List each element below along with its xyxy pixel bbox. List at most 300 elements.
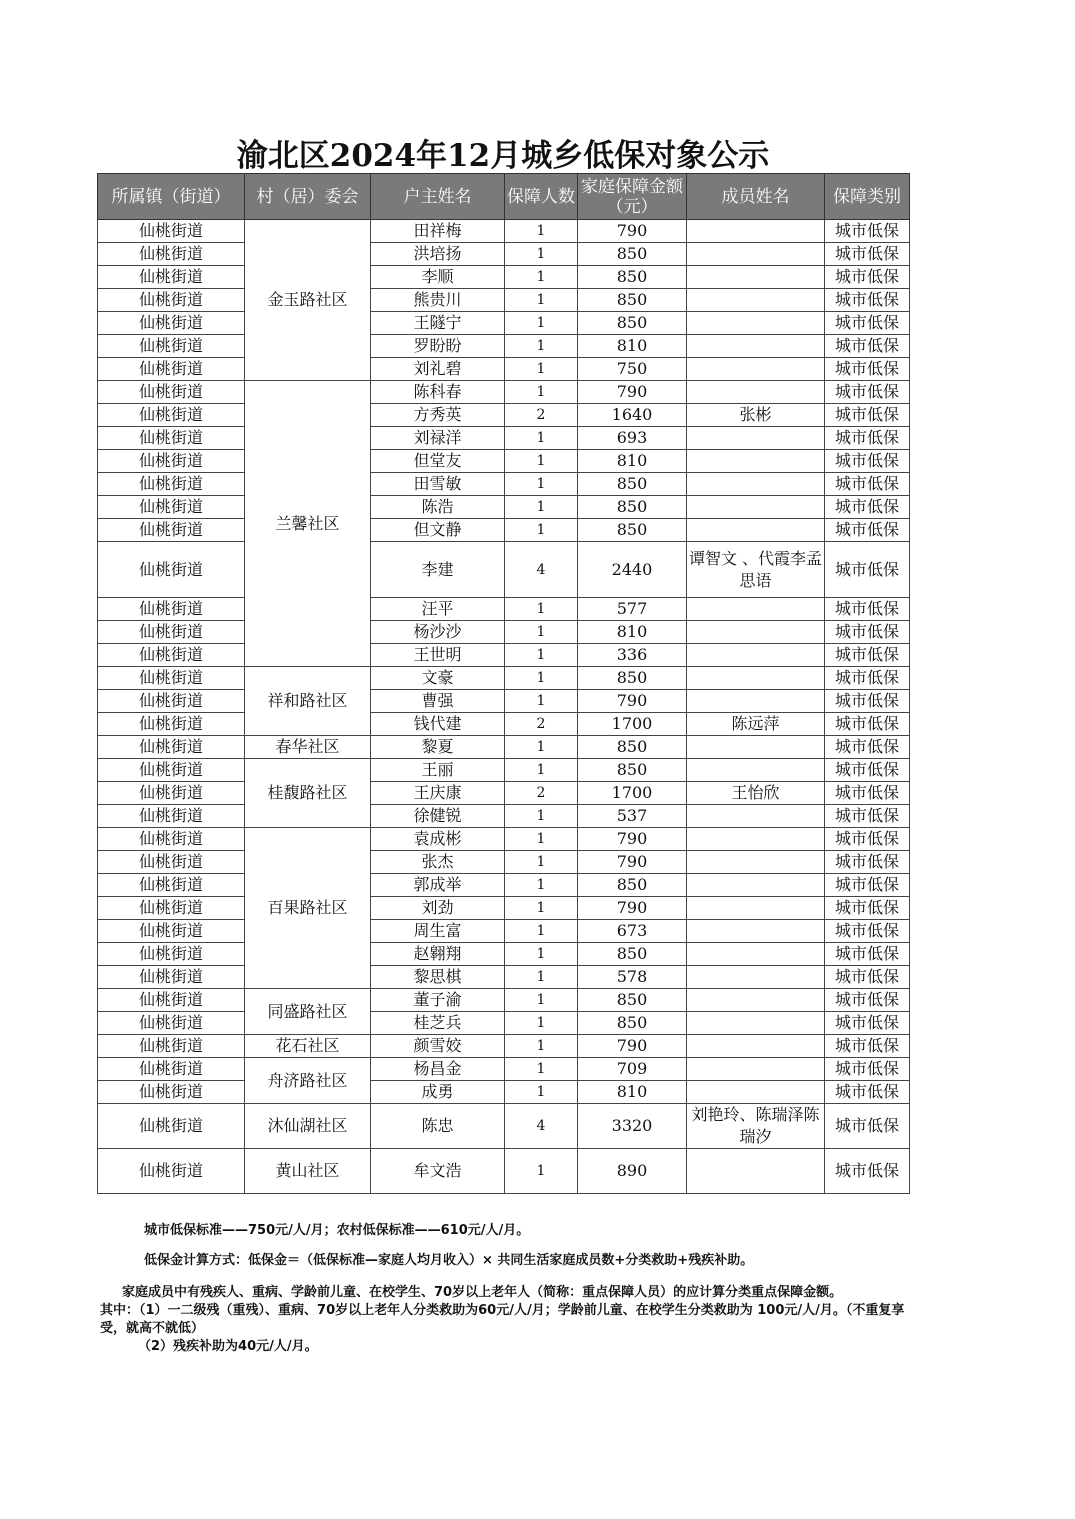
header-town: 所属镇（街道）: [98, 174, 245, 220]
count-cell: 1: [505, 828, 578, 851]
householder-cell: 杨昌金: [371, 1058, 505, 1081]
householder-cell: 张杰: [371, 851, 505, 874]
type-cell: 城市低保: [825, 1012, 910, 1035]
type-cell: 城市低保: [825, 243, 910, 266]
header-count: 保障人数: [505, 174, 578, 220]
count-cell: 1: [505, 519, 578, 542]
members-cell: 张彬: [687, 404, 825, 427]
householder-cell: 王世明: [371, 644, 505, 667]
table-row: [98, 713, 910, 736]
count-cell: 1: [505, 598, 578, 621]
householder-cell: 刘劲: [371, 897, 505, 920]
town-cell: 仙桃街道: [98, 1012, 245, 1035]
header-type: 保障类别: [825, 174, 910, 220]
note-formula: 低保金计算方式：低保金＝（低保标准—家庭人均月收入）× 共同生活家庭成员数+分类救助+残疾补助。: [144, 1253, 754, 1268]
amount-cell: 850: [578, 496, 687, 519]
table-row: [98, 1149, 910, 1194]
table-row: [98, 289, 910, 312]
amount-cell: 790: [578, 897, 687, 920]
amount-cell: 850: [578, 667, 687, 690]
householder-cell: 陈忠: [371, 1104, 505, 1149]
householder-cell: 但文静: [371, 519, 505, 542]
table-row: [98, 1035, 910, 1058]
town-cell: 仙桃街道: [98, 805, 245, 828]
type-cell: 城市低保: [825, 851, 910, 874]
town-cell: 仙桃街道: [98, 496, 245, 519]
householder-cell: 曹强: [371, 690, 505, 713]
count-cell: 1: [505, 220, 578, 243]
town-cell: 仙桃街道: [98, 644, 245, 667]
type-cell: 城市低保: [825, 989, 910, 1012]
committee-cell: 祥和路社区: [245, 667, 371, 736]
amount-cell: 1700: [578, 782, 687, 805]
type-cell: 城市低保: [825, 1104, 910, 1149]
count-cell: 1: [505, 473, 578, 496]
amount-cell: 850: [578, 473, 687, 496]
type-cell: 城市低保: [825, 1035, 910, 1058]
count-cell: 1: [505, 897, 578, 920]
count-cell: 1: [505, 1012, 578, 1035]
amount-cell: 850: [578, 1012, 687, 1035]
householder-cell: 刘礼碧: [371, 358, 505, 381]
table-row: [98, 519, 910, 542]
members-cell: [687, 667, 825, 690]
members-cell: [687, 243, 825, 266]
amount-cell: 850: [578, 943, 687, 966]
notes-section: [100, 1222, 910, 1356]
table-row: [98, 496, 910, 519]
count-cell: 1: [505, 851, 578, 874]
type-cell: 城市低保: [825, 920, 910, 943]
type-cell: 城市低保: [825, 828, 910, 851]
members-cell: [687, 966, 825, 989]
amount-cell: 810: [578, 335, 687, 358]
householder-cell: 李顺: [371, 266, 505, 289]
members-cell: [687, 427, 825, 450]
committee-cell: 舟济路社区: [245, 1058, 371, 1104]
count-cell: 1: [505, 289, 578, 312]
table-row: [98, 759, 910, 782]
count-cell: 1: [505, 1035, 578, 1058]
table-row: [98, 966, 910, 989]
members-cell: [687, 690, 825, 713]
members-cell: [687, 1149, 825, 1194]
householder-cell: 袁成彬: [371, 828, 505, 851]
type-cell: 城市低保: [825, 897, 910, 920]
members-cell: [687, 897, 825, 920]
count-cell: 1: [505, 759, 578, 782]
type-cell: 城市低保: [825, 598, 910, 621]
town-cell: 仙桃街道: [98, 1104, 245, 1149]
count-cell: 1: [505, 920, 578, 943]
table-row: [98, 266, 910, 289]
count-cell: 1: [505, 667, 578, 690]
type-cell: 城市低保: [825, 805, 910, 828]
committee-cell: 兰馨社区: [245, 381, 371, 667]
note-key-persons: 家庭成员中有残疾人、重病、学龄前儿童、在校学生、70岁以上老年人（简称：重点保障人员）的应计算分类重点保障金额。: [122, 1285, 843, 1300]
type-cell: 城市低保: [825, 644, 910, 667]
page-title: 渝北区2024年12月城乡低保对象公示: [236, 138, 770, 174]
amount-cell: 1640: [578, 404, 687, 427]
count-cell: 1: [505, 335, 578, 358]
householder-cell: 陈浩: [371, 496, 505, 519]
amount-cell: 673: [578, 920, 687, 943]
town-cell: 仙桃街道: [98, 828, 245, 851]
table-row: [98, 897, 910, 920]
town-cell: 仙桃街道: [98, 920, 245, 943]
town-cell: 仙桃街道: [98, 897, 245, 920]
header-amount: 家庭保障金额（元）: [578, 174, 687, 220]
householder-cell: 王丽: [371, 759, 505, 782]
members-cell: [687, 358, 825, 381]
type-cell: 城市低保: [825, 759, 910, 782]
count-cell: 1: [505, 358, 578, 381]
town-cell: 仙桃街道: [98, 519, 245, 542]
type-cell: 城市低保: [825, 289, 910, 312]
town-cell: 仙桃街道: [98, 220, 245, 243]
members-cell: [687, 828, 825, 851]
type-cell: 城市低保: [825, 427, 910, 450]
town-cell: 仙桃街道: [98, 312, 245, 335]
table-row: [98, 621, 910, 644]
type-cell: 城市低保: [825, 874, 910, 897]
count-cell: 1: [505, 874, 578, 897]
type-cell: 城市低保: [825, 1149, 910, 1194]
amount-cell: 709: [578, 1058, 687, 1081]
members-cell: [687, 874, 825, 897]
table-row: [98, 220, 910, 243]
table-row: [98, 1012, 910, 1035]
amount-cell: 1700: [578, 713, 687, 736]
householder-cell: 徐健锐: [371, 805, 505, 828]
table-row: [98, 667, 910, 690]
householder-cell: 王庆康: [371, 782, 505, 805]
count-cell: 1: [505, 1149, 578, 1194]
table-row: [98, 644, 910, 667]
table-row: [98, 381, 910, 404]
table-body: [98, 220, 910, 1194]
householder-cell: 洪培扬: [371, 243, 505, 266]
amount-cell: 577: [578, 598, 687, 621]
householder-cell: 桂芝兵: [371, 1012, 505, 1035]
householder-cell: 周生富: [371, 920, 505, 943]
table-row: [98, 404, 910, 427]
amount-cell: 850: [578, 989, 687, 1012]
type-cell: 城市低保: [825, 312, 910, 335]
town-cell: 仙桃街道: [98, 851, 245, 874]
type-cell: 城市低保: [825, 966, 910, 989]
members-cell: [687, 989, 825, 1012]
table-row: [98, 542, 910, 598]
count-cell: 2: [505, 713, 578, 736]
town-cell: 仙桃街道: [98, 450, 245, 473]
town-cell: 仙桃街道: [98, 335, 245, 358]
householder-cell: 颜雪姣: [371, 1035, 505, 1058]
town-cell: 仙桃街道: [98, 473, 245, 496]
amount-cell: 790: [578, 828, 687, 851]
table-row: [98, 358, 910, 381]
table-row: [98, 920, 910, 943]
members-cell: [687, 450, 825, 473]
note-disability: （2）残疾补助为40元/人/月。: [138, 1339, 318, 1354]
householder-cell: 陈科春: [371, 381, 505, 404]
count-cell: 2: [505, 404, 578, 427]
amount-cell: 850: [578, 736, 687, 759]
table-row: [98, 874, 910, 897]
members-cell: [687, 805, 825, 828]
members-cell: [687, 736, 825, 759]
type-cell: 城市低保: [825, 335, 910, 358]
householder-cell: 黎夏: [371, 736, 505, 759]
town-cell: 仙桃街道: [98, 667, 245, 690]
count-cell: 1: [505, 644, 578, 667]
members-cell: [687, 289, 825, 312]
table-row: [98, 243, 910, 266]
town-cell: 仙桃街道: [98, 1058, 245, 1081]
amount-cell: 790: [578, 851, 687, 874]
type-cell: 城市低保: [825, 1081, 910, 1104]
members-cell: [687, 1012, 825, 1035]
count-cell: 1: [505, 621, 578, 644]
members-cell: [687, 943, 825, 966]
town-cell: 仙桃街道: [98, 1035, 245, 1058]
count-cell: 1: [505, 243, 578, 266]
table-row: [98, 473, 910, 496]
committee-cell: 同盛路社区: [245, 989, 371, 1035]
table-row: [98, 450, 910, 473]
type-cell: 城市低保: [825, 381, 910, 404]
town-cell: 仙桃街道: [98, 713, 245, 736]
town-cell: 仙桃街道: [98, 542, 245, 598]
amount-cell: 3320: [578, 1104, 687, 1149]
members-cell: [687, 220, 825, 243]
type-cell: 城市低保: [825, 473, 910, 496]
members-cell: [687, 920, 825, 943]
committee-cell: 春华社区: [245, 736, 371, 759]
count-cell: 1: [505, 690, 578, 713]
town-cell: 仙桃街道: [98, 1149, 245, 1194]
householder-cell: 田雪敏: [371, 473, 505, 496]
type-cell: 城市低保: [825, 621, 910, 644]
type-cell: 城市低保: [825, 496, 910, 519]
header-householder: 户主姓名: [371, 174, 505, 220]
town-cell: 仙桃街道: [98, 243, 245, 266]
members-cell: [687, 335, 825, 358]
town-cell: 仙桃街道: [98, 736, 245, 759]
householder-cell: 赵翱翔: [371, 943, 505, 966]
householder-cell: 钱代建: [371, 713, 505, 736]
count-cell: 1: [505, 1058, 578, 1081]
town-cell: 仙桃街道: [98, 358, 245, 381]
amount-cell: 790: [578, 690, 687, 713]
town-cell: 仙桃街道: [98, 621, 245, 644]
town-cell: 仙桃街道: [98, 759, 245, 782]
count-cell: 1: [505, 266, 578, 289]
town-cell: 仙桃街道: [98, 874, 245, 897]
members-cell: 刘艳玲、陈瑞泽陈瑞汐: [687, 1104, 825, 1149]
type-cell: 城市低保: [825, 943, 910, 966]
householder-cell: 但堂友: [371, 450, 505, 473]
count-cell: 4: [505, 542, 578, 598]
town-cell: 仙桃街道: [98, 381, 245, 404]
type-cell: 城市低保: [825, 542, 910, 598]
members-cell: [687, 496, 825, 519]
amount-cell: 850: [578, 289, 687, 312]
note-classification: 其中：（1）一二级残（重残）、重病、70岁以上老年人分类救助为60元/人/月；学龄前儿童、在校学生分类救助为 100元/人/月。（不重复享受，就高不就低）: [100, 1303, 905, 1336]
amount-cell: 2440: [578, 542, 687, 598]
type-cell: 城市低保: [825, 736, 910, 759]
householder-cell: 文豪: [371, 667, 505, 690]
town-cell: 仙桃街道: [98, 1081, 245, 1104]
type-cell: 城市低保: [825, 519, 910, 542]
amount-cell: 850: [578, 312, 687, 335]
members-cell: [687, 1058, 825, 1081]
committee-cell: 金玉路社区: [245, 220, 371, 381]
table-row: [98, 851, 910, 874]
amount-cell: 336: [578, 644, 687, 667]
members-cell: [687, 759, 825, 782]
town-cell: 仙桃街道: [98, 966, 245, 989]
householder-cell: 成勇: [371, 1081, 505, 1104]
header-committee: 村（居）委会: [245, 174, 371, 220]
table-row: [98, 1058, 910, 1081]
town-cell: 仙桃街道: [98, 690, 245, 713]
members-cell: [687, 598, 825, 621]
count-cell: 1: [505, 496, 578, 519]
table-header-row: [98, 174, 910, 220]
type-cell: 城市低保: [825, 450, 910, 473]
count-cell: 1: [505, 989, 578, 1012]
town-cell: 仙桃街道: [98, 289, 245, 312]
count-cell: 1: [505, 805, 578, 828]
count-cell: 1: [505, 943, 578, 966]
count-cell: 1: [505, 427, 578, 450]
householder-cell: 李建: [371, 542, 505, 598]
members-cell: [687, 851, 825, 874]
count-cell: 1: [505, 736, 578, 759]
town-cell: 仙桃街道: [98, 598, 245, 621]
amount-cell: 790: [578, 220, 687, 243]
members-cell: 谭智文 、代霞李孟思语: [687, 542, 825, 598]
amount-cell: 537: [578, 805, 687, 828]
committee-cell: 桂馥路社区: [245, 759, 371, 828]
members-cell: [687, 1081, 825, 1104]
table-row: [98, 943, 910, 966]
table-row: [98, 598, 910, 621]
type-cell: 城市低保: [825, 1058, 910, 1081]
table-row: [98, 427, 910, 450]
town-cell: 仙桃街道: [98, 943, 245, 966]
householder-cell: 杨沙沙: [371, 621, 505, 644]
committee-cell: 花石社区: [245, 1035, 371, 1058]
amount-cell: 890: [578, 1149, 687, 1194]
members-cell: [687, 266, 825, 289]
members-cell: [687, 519, 825, 542]
table-row: [98, 335, 910, 358]
amount-cell: 578: [578, 966, 687, 989]
count-cell: 1: [505, 381, 578, 404]
householder-cell: 牟文浩: [371, 1149, 505, 1194]
householder-cell: 汪平: [371, 598, 505, 621]
members-cell: 王怡欣: [687, 782, 825, 805]
table-row: [98, 312, 910, 335]
householder-cell: 方秀英: [371, 404, 505, 427]
type-cell: 城市低保: [825, 404, 910, 427]
amount-cell: 850: [578, 243, 687, 266]
table-row: [98, 690, 910, 713]
amount-cell: 750: [578, 358, 687, 381]
amount-cell: 850: [578, 266, 687, 289]
table-row: [98, 1104, 910, 1149]
note-standard: 城市低保标准——750元/人/月；农村低保标准——610元/人/月。: [144, 1223, 530, 1238]
header-members: 成员姓名: [687, 174, 825, 220]
type-cell: 城市低保: [825, 713, 910, 736]
committee-cell: 黄山社区: [245, 1149, 371, 1194]
type-cell: 城市低保: [825, 690, 910, 713]
members-cell: 陈远萍: [687, 713, 825, 736]
householder-cell: 黎思棋: [371, 966, 505, 989]
members-cell: [687, 644, 825, 667]
table-row: [98, 989, 910, 1012]
count-cell: 1: [505, 450, 578, 473]
members-cell: [687, 1035, 825, 1058]
type-cell: 城市低保: [825, 220, 910, 243]
householder-cell: 罗盼盼: [371, 335, 505, 358]
amount-cell: 810: [578, 1081, 687, 1104]
members-cell: [687, 381, 825, 404]
householder-cell: 熊贵川: [371, 289, 505, 312]
table-row: [98, 736, 910, 759]
type-cell: 城市低保: [825, 358, 910, 381]
town-cell: 仙桃街道: [98, 427, 245, 450]
householder-cell: 刘禄洋: [371, 427, 505, 450]
count-cell: 1: [505, 966, 578, 989]
table-row: [98, 782, 910, 805]
householder-cell: 董子渝: [371, 989, 505, 1012]
amount-cell: 850: [578, 874, 687, 897]
amount-cell: 850: [578, 519, 687, 542]
householder-cell: 郭成举: [371, 874, 505, 897]
count-cell: 2: [505, 782, 578, 805]
committee-cell: 百果路社区: [245, 828, 371, 989]
amount-cell: 790: [578, 381, 687, 404]
householder-cell: 田祥梅: [371, 220, 505, 243]
type-cell: 城市低保: [825, 782, 910, 805]
table-row: [98, 1081, 910, 1104]
members-cell: [687, 312, 825, 335]
amount-cell: 850: [578, 759, 687, 782]
town-cell: 仙桃街道: [98, 782, 245, 805]
committee-cell: 沐仙湖社区: [245, 1104, 371, 1149]
town-cell: 仙桃街道: [98, 404, 245, 427]
table-row: [98, 805, 910, 828]
count-cell: 4: [505, 1104, 578, 1149]
amount-cell: 790: [578, 1035, 687, 1058]
type-cell: 城市低保: [825, 667, 910, 690]
count-cell: 1: [505, 312, 578, 335]
recipient-table: [97, 173, 910, 1194]
members-cell: [687, 621, 825, 644]
householder-cell: 王隧宁: [371, 312, 505, 335]
town-cell: 仙桃街道: [98, 989, 245, 1012]
town-cell: 仙桃街道: [98, 266, 245, 289]
amount-cell: 810: [578, 621, 687, 644]
count-cell: 1: [505, 1081, 578, 1104]
amount-cell: 693: [578, 427, 687, 450]
amount-cell: 810: [578, 450, 687, 473]
type-cell: 城市低保: [825, 266, 910, 289]
members-cell: [687, 473, 825, 496]
